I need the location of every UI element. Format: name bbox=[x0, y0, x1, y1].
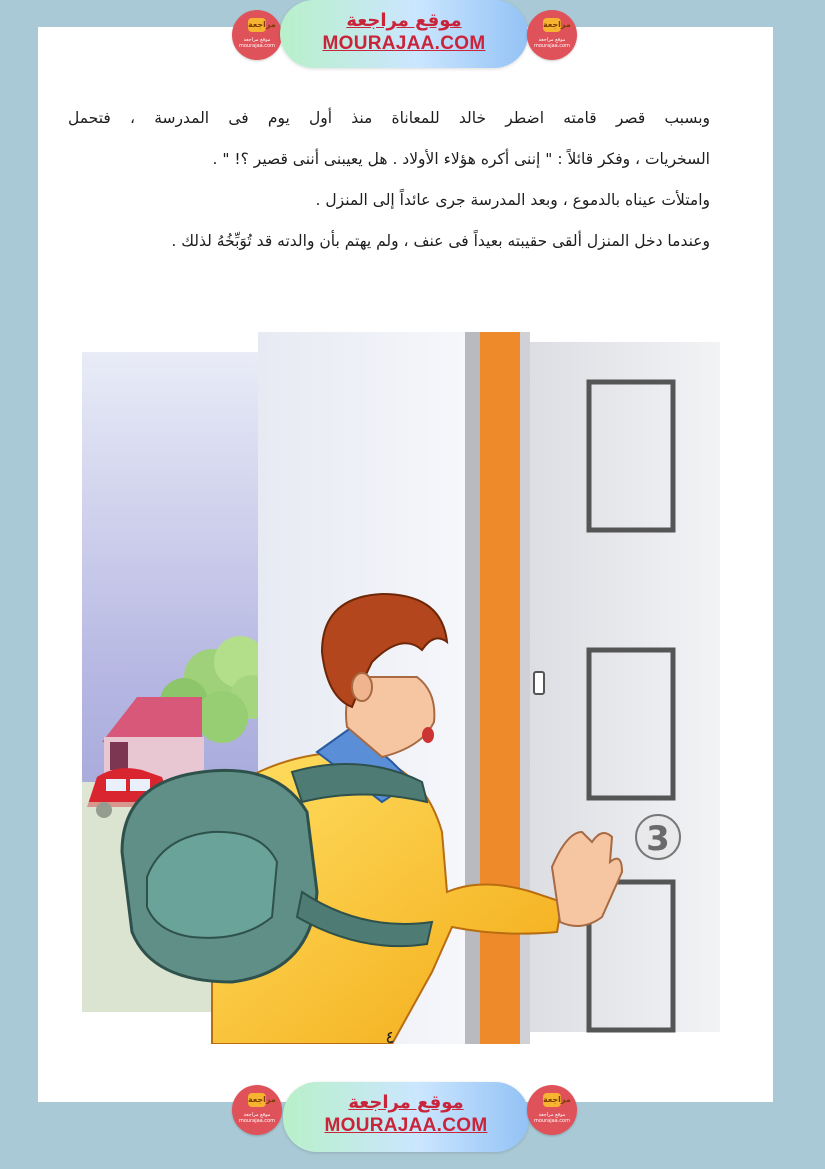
door-number: 3 bbox=[646, 819, 670, 859]
door-edge-orange bbox=[480, 332, 522, 1044]
badge-url: mourajaa.com bbox=[238, 1118, 275, 1124]
brand-logo-icon: مراجعة bbox=[248, 1093, 266, 1107]
brand-badge-bottom-left bbox=[232, 1085, 282, 1135]
brand-badge-top-right bbox=[527, 10, 577, 60]
site-name-arabic[interactable]: موقع مراجعة bbox=[346, 10, 462, 31]
site-name-arabic[interactable]: موقع مراجعة bbox=[348, 1092, 464, 1113]
story-line: وامتلأت عيناه بالدموع ، وبعد المدرسة جرى عائداً إلى المنزل . bbox=[315, 191, 710, 209]
page-number: ٤ bbox=[385, 1028, 395, 1048]
boy-at-door-illustration bbox=[62, 332, 724, 1044]
brand-logo-icon: مراجعة bbox=[248, 18, 266, 32]
brand-logo-icon: مراجعة bbox=[543, 18, 561, 32]
story-line: وبسبب قصر قامته اضطر خالد للمعاناة منذ أول يوم فى المدرسة ، فتحمل bbox=[68, 109, 710, 127]
badge-url: mourajaa.com bbox=[238, 43, 275, 49]
brand-badge-bottom-right bbox=[527, 1085, 577, 1135]
site-name-latin[interactable]: MOURAJAA.COM bbox=[322, 33, 486, 54]
badge-text: موقع مراجعة bbox=[243, 37, 271, 43]
badge-text: موقع مراجعة bbox=[538, 37, 566, 43]
site-banner-top[interactable] bbox=[280, 0, 528, 68]
brand-badge-top-left bbox=[232, 10, 282, 60]
badge-url: mourajaa.com bbox=[533, 43, 570, 49]
badge-url: mourajaa.com bbox=[533, 1118, 570, 1124]
site-banner-bottom[interactable] bbox=[283, 1082, 529, 1152]
brand-logo-icon: مراجعة bbox=[543, 1093, 561, 1107]
site-name-latin[interactable]: MOURAJAA.COM bbox=[324, 1115, 488, 1136]
badge-text: موقع مراجعة bbox=[243, 1112, 271, 1118]
story-text bbox=[68, 98, 710, 262]
story-line: وعندما دخل المنزل ألقى حقيبته بعيداً فى عنف ، ولم يهتم بأن والدته قد تُوَبِّخُهُ لذلك . bbox=[171, 232, 710, 250]
door-handle bbox=[534, 672, 544, 694]
badge-text: موقع مراجعة bbox=[538, 1112, 566, 1118]
story-line: السخريات ، وفكر قائلاً : " إننى أكره هؤلاء الأولاد . هل يعيبنى أننى قصير ؟! " . bbox=[212, 150, 710, 168]
